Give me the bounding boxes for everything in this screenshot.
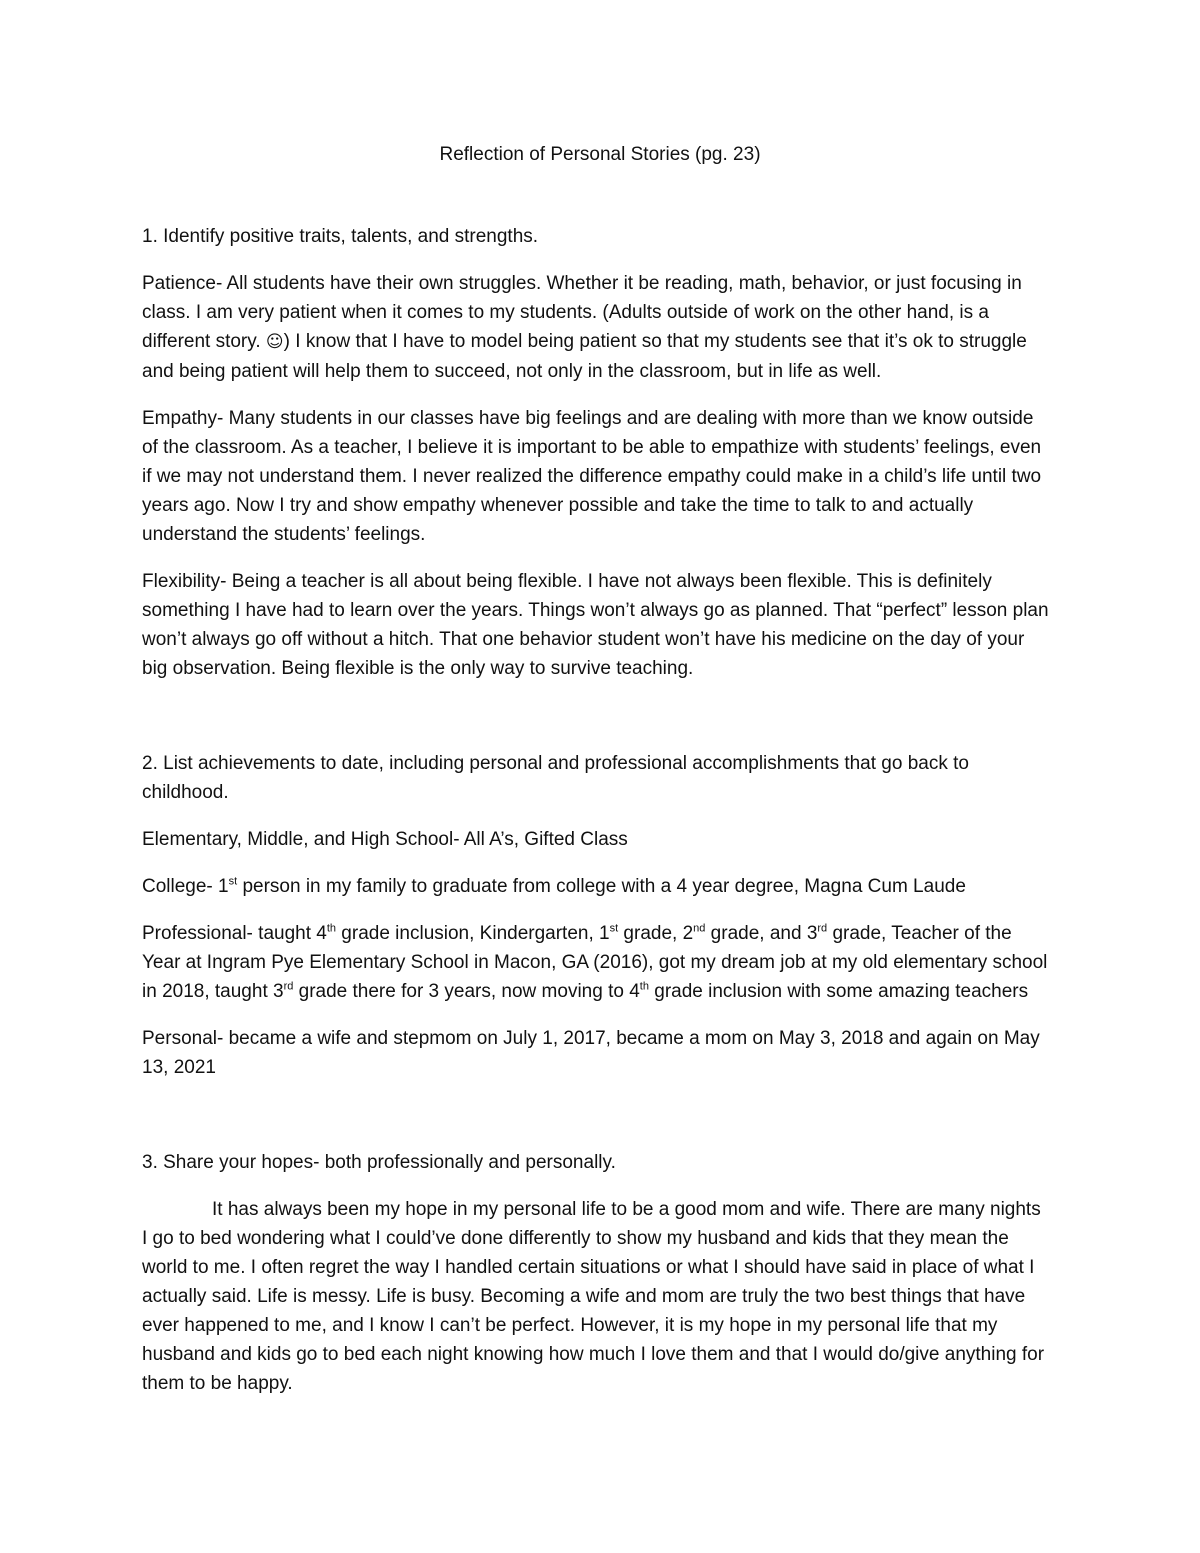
professional-text: Professional- taught 4 <box>142 923 327 944</box>
professional-text: grade there for 3 years, now moving to 4 <box>293 981 640 1002</box>
question-1-heading: 1. Identify positive traits, talents, and strengths. <box>142 226 539 247</box>
professional-text: grade, Teacher of the Year at Ingram Pye Elementary School in Macon, GA (2016), got my dream job at my old elementary school in 2018, taught 3 <box>142 923 1048 1002</box>
document-title: Reflection of Personal Stories (pg. 23) <box>439 144 761 165</box>
section-spacer <box>142 1100 1050 1148</box>
smiley-icon: ☺ <box>265 332 284 352</box>
ordinal-suffix: rd <box>283 980 294 993</box>
ordinal-suffix: rd <box>817 922 828 935</box>
professional-text: grade inclusion with some amazing teachers <box>648 981 1029 1002</box>
ordinal-suffix: th <box>326 922 337 935</box>
empathy-paragraph: Empathy- Many students in our classes have big feelings and are dealing with more than we know outside of the classroom. As a teacher, I believe it is important to be able to empathize with students’ feelings, even if we may not understand them. I never realized the difference empathy could make in a child’s life until two years ago. Now I try and show empathy whenever possible and take the time to talk to and actually understand the students’ feelings. <box>142 408 1042 545</box>
hopes-paragraph: It has always been my hope in my personal life to be a good mom and wife. There are many nights I go to bed wondering what I could’ve done differently to show my husband and kids that they mean the world to me. I often regret the way I handled certain situations or what I should have said in place of what I actually said. Life is messy. Life is busy. Becoming a wife and mom are truly the two best things that have ever happened to me, and I know I can’t be perfect. However, it is my hope in my personal life that my husband and kids go to bed each night knowing how much I love them and that I would do/give anything for them to be happy. <box>142 1199 1045 1394</box>
patience-text-end: ) I know that I have to model being patient so that my students see that it’s ok to struggle and being patient will help them to succeed, not only in the classroom, but in life as well. <box>142 331 1027 382</box>
professional-text: grade, 2 <box>618 923 694 944</box>
section-spacer <box>142 701 1050 749</box>
professional-text: grade, and 3 <box>705 923 818 944</box>
school-achievements: Elementary, Middle, and High School- All A’s, Gifted Class <box>142 829 628 850</box>
ordinal-suffix: st <box>228 875 238 888</box>
professional-text: grade inclusion, Kindergarten, 1 <box>336 923 610 944</box>
question-3-heading: 3. Share your hopes- both professionally and personally. <box>142 1152 616 1173</box>
ordinal-suffix: nd <box>693 922 706 935</box>
question-2-heading: 2. List achievements to date, including personal and professional accomplishments that go back to childhood. <box>142 753 969 803</box>
ordinal-suffix: st <box>609 922 619 935</box>
personal-achievements: Personal- became a wife and stepmom on July 1, 2017, became a mom on May 3, 2018 and again on May 13, 2021 <box>142 1028 1040 1078</box>
patience-text-start: Patience- All students have their own struggles. Whether it be reading, math, behavior, or just focusing in class. I am very patient when it comes to my students. (Adults outside of work on the other hand, is a different story. <box>142 273 1022 352</box>
patience-paragraph <box>142 269 1050 386</box>
ordinal-suffix: th <box>639 980 649 993</box>
college-text: person in my family to graduate from college with a 4 year degree, Magna Cum Laude <box>237 876 966 897</box>
professional-achievements <box>142 919 1050 1006</box>
college-text: College- 1 <box>142 876 229 897</box>
flexibility-paragraph: Flexibility- Being a teacher is all about being flexible. I have not always been flexible. This is definitely something I have had to learn over the years. Things won’t always go as planned. That “perfect” lesson plan won’t always go off without a hitch. That one behavior student won’t have his medicine on the day of your big observation. Being flexible is the only way to survive teaching. <box>142 571 1049 679</box>
college-achievements <box>142 872 1050 901</box>
